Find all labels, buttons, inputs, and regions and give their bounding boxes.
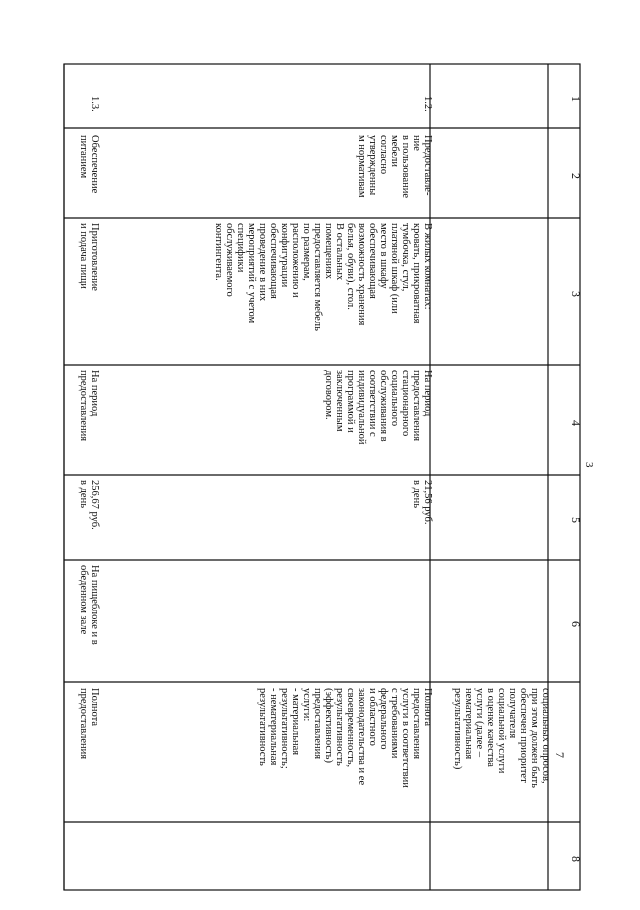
cell-description-line: по размерам,: [301, 223, 312, 281]
cell-service-line: мебели: [389, 135, 400, 168]
cell-description-line: специфики: [235, 223, 246, 273]
cell-quality-line: социальных опросов,: [540, 688, 551, 784]
column-number: 6: [569, 621, 583, 627]
cell-quality-line: услуги в соответствии: [400, 688, 411, 788]
cell-term-line: договором.: [323, 370, 334, 420]
cell-price-line: 256,67 руб.: [89, 480, 100, 530]
cell-price-line: в день: [411, 480, 422, 508]
cell-quality-line: получателя: [507, 688, 518, 739]
cell-quality-line: Полнота: [422, 688, 433, 727]
cell-quality-line: федерального: [378, 688, 389, 750]
cell-description-line: обеспечивающая: [268, 223, 279, 299]
cell-description-line: помещениях: [323, 223, 334, 280]
cell-quality-line: обеспечен приоритет: [518, 688, 529, 783]
cell-term-line: На период: [89, 370, 100, 417]
cell-place-line: обеденном зале: [78, 565, 89, 635]
column-number-header: [553, 96, 583, 862]
column-number: 5: [569, 517, 583, 523]
column-number: 7: [553, 752, 567, 758]
cell-service-line: ние: [411, 135, 422, 151]
cell-quality-line: в оценке качества: [485, 688, 496, 767]
cell-term-line: предоставления: [78, 370, 89, 442]
cell-quality-line: результативность;: [279, 688, 290, 769]
cell-description-line: контингента.: [213, 223, 224, 281]
cell-quality-line: и областного: [367, 688, 378, 746]
cell-description-line: и подача пищи: [78, 223, 89, 289]
cell-service-line: Обеспечение: [89, 135, 100, 194]
cell-description-line: В остальных: [334, 223, 345, 281]
column-number: 3: [569, 291, 583, 297]
cell-quality-line: результативность: [257, 688, 268, 766]
cell-num-line: 1.2.: [422, 96, 433, 112]
cell-description-line: предоставляется мебель: [312, 223, 323, 331]
cell-price-line: 21,56 руб.: [422, 480, 433, 525]
cell-service-line: утвержденны: [367, 135, 378, 196]
cell-description-line: платяной шкаф (или: [389, 223, 400, 314]
cell-service-line: м нормативам: [356, 135, 367, 198]
cell-quality-line: предоставления: [411, 688, 422, 760]
cell-quality-line: Полнота: [89, 688, 100, 727]
cell-quality-line: предоставления: [78, 688, 89, 760]
cell-quality-line: законодательства и ее: [356, 688, 367, 786]
cell-quality-line: - материальная: [290, 688, 301, 756]
cell-term-line: обслуживания в: [378, 370, 389, 442]
cell-description-line: Приготовление: [89, 223, 100, 291]
cell-quality-line: (эффективность): [323, 688, 334, 763]
cell-quality-line: социальной услуги: [496, 688, 507, 774]
column-number: 2: [569, 173, 583, 179]
cell-quality-line: результативность: [334, 688, 345, 766]
cell-quality-line: своевременность,: [345, 688, 356, 768]
cell-price-line: в день: [78, 480, 89, 508]
cell-term-line: стационарного: [400, 370, 411, 437]
cell-term-line: предоставления: [411, 370, 422, 442]
column-number: 4: [569, 420, 583, 426]
cell-description-line: кровать, прикроватная: [411, 223, 422, 324]
cell-description-line: обслуживаемого: [224, 223, 235, 297]
table-body: [78, 96, 551, 788]
column-number: 8: [569, 856, 583, 862]
cell-quality-line: услуги (далее –: [474, 688, 485, 757]
cell-term-line: социального: [389, 370, 400, 427]
cell-description-line: тумбочка, стул,: [400, 223, 411, 292]
cell-description-line: возможность хранения: [356, 223, 367, 326]
cell-term-line: На период: [422, 370, 433, 417]
cell-service-line: в пользование: [400, 135, 411, 199]
column-number: 1: [569, 96, 583, 102]
cell-description-line: мероприятий с учетом: [246, 223, 257, 324]
cell-description-line: проведение в них: [257, 223, 268, 302]
cell-description-line: место в шкафу: [378, 223, 389, 289]
cell-description-line: белья, обуви), стол.: [345, 223, 356, 310]
cell-term-line: программой и: [345, 370, 356, 433]
cell-quality-line: - нематериальная: [268, 688, 279, 766]
cell-quality-line: результативность): [452, 688, 463, 770]
cell-service-line: Предоставле-: [422, 135, 433, 196]
cell-quality-line: предоставления: [312, 688, 323, 760]
cell-term-line: индивидуальной: [356, 370, 367, 445]
cell-place-line: На пищеблоке и в: [89, 565, 100, 645]
cell-term-line: заключенным: [334, 370, 345, 432]
cell-quality-line: с требованиями: [389, 688, 400, 759]
cell-description-line: конфигурации: [279, 223, 290, 288]
cell-description-line: расположению и: [290, 223, 301, 298]
cell-term-line: соответствии с: [367, 370, 378, 437]
cell-service-line: согласно: [378, 135, 389, 175]
cell-service-line: питанием: [78, 135, 89, 179]
cell-quality-line: при этом должен быть: [529, 688, 540, 788]
cell-quality-line: нематериальная: [463, 688, 474, 760]
cell-quality-line: услуги:: [301, 688, 312, 722]
page-number: 3: [583, 462, 595, 468]
cell-num-line: 1.3.: [89, 96, 100, 112]
cell-description-line: В жилых комнатах:: [422, 223, 433, 310]
cell-description-line: обеспечивающая: [367, 223, 378, 299]
